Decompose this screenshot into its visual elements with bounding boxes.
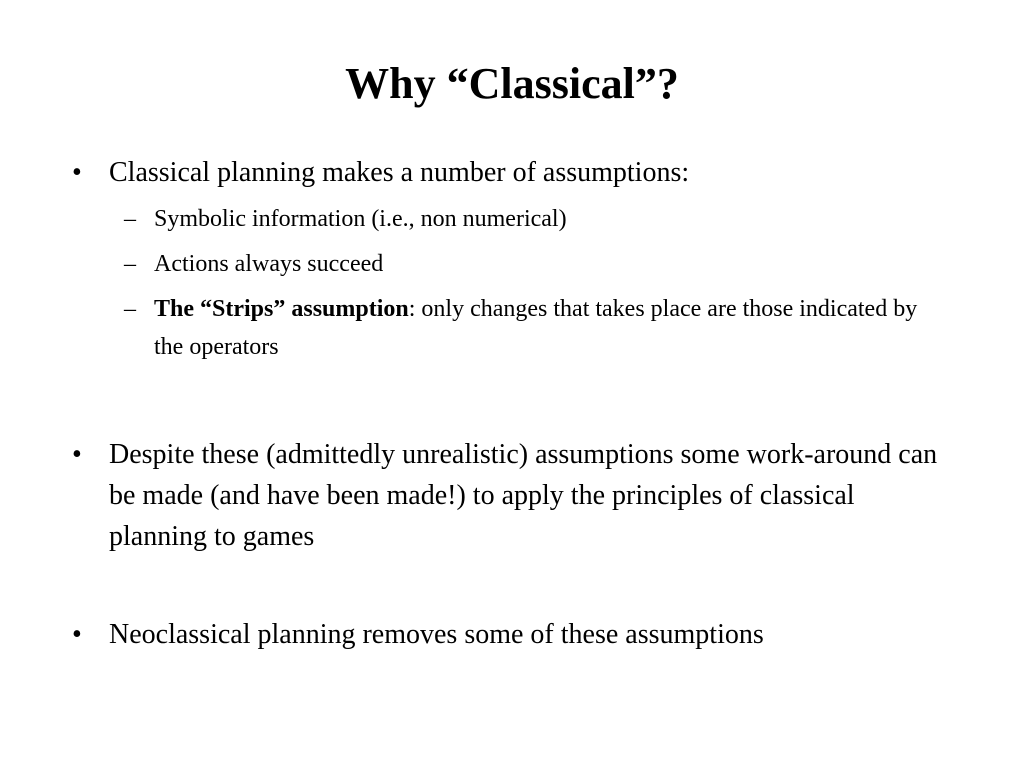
bullet-text: Despite these (admittedly unrealistic) assumptions some work-around can be made (and have been made!) to apply the principles of classical planning to games	[109, 439, 938, 552]
strips-assumption-term: The “Strips” assumption	[154, 296, 409, 322]
bullet-text: Neoclassical planning removes some of these assumptions	[109, 619, 764, 650]
bullet-marker: •	[72, 157, 82, 188]
bullet-text: Classical planning makes a number of assumptions:	[109, 157, 690, 188]
sub-bullet-marker: –	[124, 206, 136, 232]
sub-bullet-text: Symbolic information (i.e., non numerical)	[154, 206, 567, 232]
slide-title: Why “Classical”?	[345, 59, 679, 108]
sub-bullet-text: Actions always succeed	[154, 251, 384, 277]
sub-bullet-marker: –	[124, 251, 136, 277]
bullet-marker: •	[72, 439, 82, 470]
bullet-marker: •	[72, 619, 82, 650]
sub-bullet-marker: –	[124, 296, 136, 322]
sub-bullet-text	[154, 290, 924, 366]
strips-assumption-description: : only changes that takes place are those indicated by the operators	[154, 296, 918, 360]
